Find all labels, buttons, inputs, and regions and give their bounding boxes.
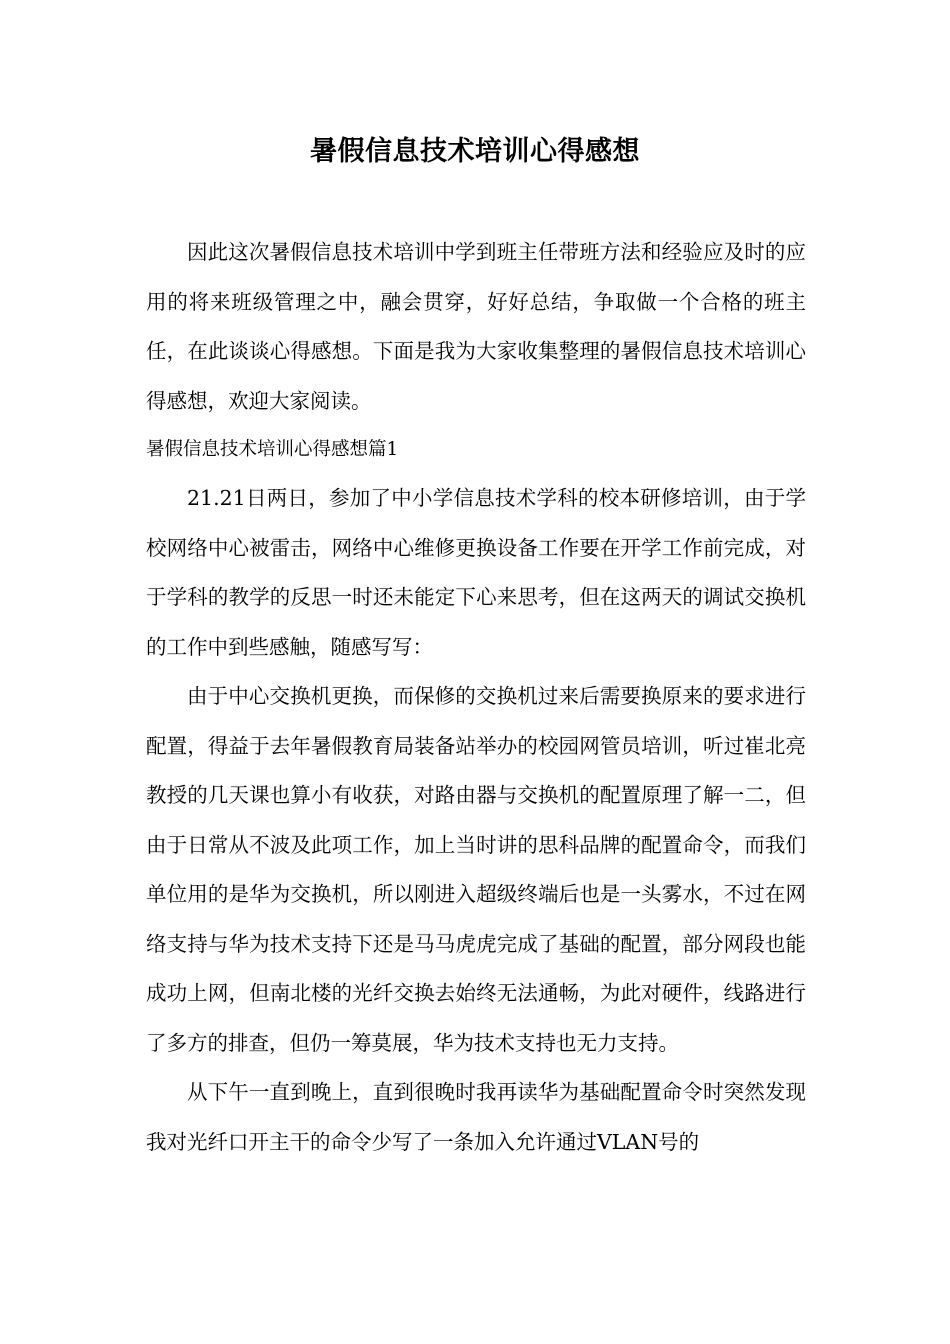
body-paragraph-3: 从下午一直到晚上，直到很晚时我再读华为基础配置命令时突然发现我对光纤口开主干的命令少写了一条加入允许通过VLAN号的: [146, 1080, 806, 1154]
body-paragraph-2: 由于中心交换机更换，而保修的交换机过来后需要换原来的要求进行配置，得益于去年暑假教育局装备站举办的校园网管员培训，听过崔北亮教授的几天课也算小有收获，对路由器与交换机的配置原理了解一二，但由于日常从不波及此项工作，加上当时讲的思科品牌的配置命令，而我们单位用的是华为交换机，所以刚进入超级终端后也是一头雾水，不过在网络支持与华为技术支持下还是马马虎虎完成了基础的配置，部分网段也能成功上网，但南北楼的光纤交换去始终无法通畅，为此对硬件，线路进行了多方的排查，但仍一筹莫展，华为技术支持也无力支持。: [146, 684, 806, 1055]
body-paragraph-1: 21.21日两日，参加了中小学信息技术学科的校本研修培训，由于学校网络中心被雷击，网络中心维修更换设备工作要在开学工作前完成，对于学科的教学的反思一时还未能定下心来思考，但在这两天的调试交换机的工作中到些感触，随感写写：: [146, 486, 806, 659]
section-heading: 暑假信息技术培训心得感想篇1: [146, 439, 399, 460]
document-body: [146, 228, 806, 1167]
intro-paragraph: 因此这次暑假信息技术培训中学到班主任带班方法和经验应及时的应用的将来班级管理之中，融会贯穿，好好总结，争取做一个合格的班主任，在此谈谈心得感想。下面是我为大家收集整理的暑假信息技术培训心得感想，欢迎大家阅读。: [146, 240, 806, 413]
document-title: 暑假信息技术培训心得感想: [310, 136, 640, 167]
